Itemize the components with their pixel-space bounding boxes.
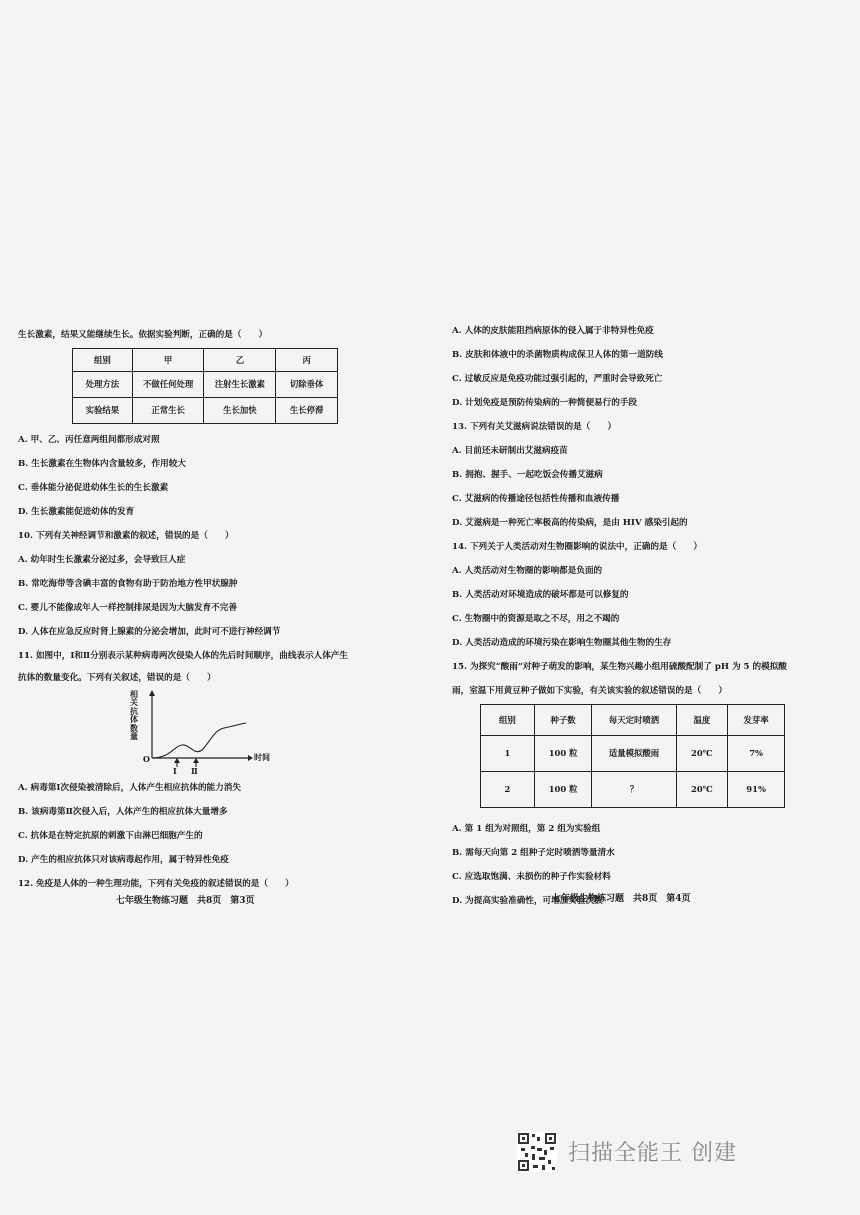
table-cell: 1 <box>481 736 535 772</box>
table-cell: 乙 <box>204 349 276 372</box>
graph-origin: O <box>143 754 150 764</box>
q15-option-b: B. 需每天向第 2 组种子定时喷洒等量清水 <box>452 848 615 858</box>
q12-stem: 12. 免疫是人体的一种生理功能，下列有关免疫的叙述错误的是（ ） <box>18 879 294 889</box>
table-cell: 甲 <box>132 349 204 372</box>
q9-option-c: C. 垂体能分泌促进幼体生长的生长激素 <box>18 483 169 493</box>
q15-table <box>480 704 785 808</box>
table-cell: 丙 <box>276 349 338 372</box>
table-cell: 注射生长激素 <box>204 372 276 398</box>
table-cell: 91% <box>728 772 785 808</box>
q10-option-d: D. 人体在应急反应时肾上腺素的分泌会增加，此时可不进行神经调节 <box>18 627 281 637</box>
table-cell: 不做任何处理 <box>132 372 204 398</box>
graph-axes <box>130 690 270 774</box>
q9-stem-continuation: 生长激素，结果又能继续生长。依据实验判断，正确的是（ ） <box>18 330 268 340</box>
q10-stem: 10. 下列有关神经调节和激素的叙述，错误的是（ ） <box>18 531 234 541</box>
q14-stem: 14. 下列关于人类活动对生物圈影响的说法中，正确的是（ ） <box>452 542 702 552</box>
scanner-watermark: 扫描全能王 创建 <box>568 1141 737 1166</box>
q13-option-a: A. 目前还未研制出艾滋病疫苗 <box>452 446 568 456</box>
table-cell: 生长加快 <box>204 398 276 424</box>
q10-option-b: B. 常吃海带等含碘丰富的食物有助于防治地方性甲状腺肿 <box>18 579 238 589</box>
q15-stem-line2: 雨，室温下用黄豆种子做如下实验，有关该实验的叙述错误的是（ ） <box>452 686 728 696</box>
graph-mark-2: Ⅱ <box>191 766 198 776</box>
q13-stem: 13. 下列有关艾滋病说法错误的是（ ） <box>452 422 617 432</box>
q9-option-b: B. 生长激素在生物体内含量较多，作用较大 <box>18 459 186 469</box>
q15-option-c: C. 应选取饱满、未损伤的种子作实验材料 <box>452 872 611 882</box>
q11-option-b: B. 该病毒第Ⅱ次侵入后，人体产生的相应抗体大量增多 <box>18 807 228 817</box>
antibody-curve <box>152 723 246 758</box>
table-cell: 切除垂体 <box>276 372 338 398</box>
q11-option-a: A. 病毒第Ⅰ次侵染被清除后，人体产生相应抗体的能力消失 <box>18 783 241 793</box>
graph-mark-1: Ⅰ <box>173 766 177 776</box>
table-header-cell: 组别 <box>481 705 535 736</box>
table-cell: 20℃ <box>676 772 728 808</box>
table-cell: 生长停滞 <box>276 398 338 424</box>
table-header-cell: 温度 <box>676 705 728 736</box>
page-4-footer: 七年级生物练习题 共8页 第4页 <box>552 894 691 904</box>
q15-option-d: D. 为提高实验准确性，可增加实验次数 <box>452 896 603 906</box>
table-cell: 处理方法 <box>73 372 133 398</box>
q12-option-b: B. 皮肤和体液中的杀菌物质构成保卫人体的第一道防线 <box>452 350 663 360</box>
q13-option-b: B. 拥抱、握手、一起吃饭会传播艾滋病 <box>452 470 603 480</box>
y-label-char: 抗 <box>130 705 138 716</box>
q10-option-a: A. 幼年时生长激素分泌过多，会导致巨人症 <box>18 555 186 565</box>
table-cell: 2 <box>481 772 535 808</box>
q12-option-c: C. 过敏反应是免疫功能过强引起的，严重时会导致死亡 <box>452 374 663 384</box>
q15-option-a: A. 第 1 组为对照组，第 2 组为实验组 <box>452 824 601 834</box>
q9-table <box>72 348 338 424</box>
table-cell: 组别 <box>73 349 133 372</box>
q14-option-c: C. 生物圈中的资源是取之不尽，用之不竭的 <box>452 614 620 624</box>
table-header-cell: 种子数 <box>534 705 592 736</box>
table-header-cell: 每天定时喷洒 <box>592 705 676 736</box>
q14-option-b: B. 人类活动对环境造成的破坏都是可以修复的 <box>452 590 629 600</box>
q15-stem-line1: 15. 为探究“酸雨”对种子萌发的影响，某生物兴趣小组用硫酸配制了 pH 为 5 的模拟酸 <box>452 662 787 672</box>
antibody-graph <box>130 690 270 774</box>
y-label-char: 数 <box>130 722 138 733</box>
table-cell: 正常生长 <box>132 398 204 424</box>
q11-stem-line1: 11. 如图中，Ⅰ和Ⅱ分别表示某种病毒两次侵染人体的先后时间顺序，曲线表示人体产生 <box>18 651 348 661</box>
q12-option-a: A. 人体的皮肤能阻挡病原体的侵入属于非特异性免疫 <box>452 326 654 336</box>
table-header-cell: 发芽率 <box>728 705 785 736</box>
table-cell: ？ <box>592 772 676 808</box>
q13-option-c: C. 艾滋病的传播途径包括性传播和血液传播 <box>452 494 620 504</box>
q10-option-c: C. 婴儿不能像成年人一样控制排尿是因为大脑发育不完善 <box>18 603 237 613</box>
table-cell: 100 粒 <box>534 772 592 808</box>
q11-stem-line2: 抗体的数量变化。下列有关叙述，错误的是（ ） <box>18 673 216 683</box>
q14-option-d: D. 人类活动造成的环境污染在影响生物圈其他生物的生存 <box>452 638 672 648</box>
table-cell: 100 粒 <box>534 736 592 772</box>
y-label-char: 量 <box>130 731 138 742</box>
y-label-char: 关 <box>130 697 138 708</box>
y-label-char: 体 <box>130 714 138 725</box>
q9-option-d: D. 生长激素能促进幼体的发育 <box>18 507 135 517</box>
q13-option-d: D. 艾滋病是一种死亡率极高的传染病，是由 HIV 感染引起的 <box>452 518 688 528</box>
y-label-char: 相 <box>130 689 138 699</box>
table-cell: 20℃ <box>676 736 728 772</box>
graph-x-label: 时间 <box>254 752 270 762</box>
table-cell: 7% <box>728 736 785 772</box>
q11-option-c: C. 抗体是在特定抗原的刺激下由淋巴细胞产生的 <box>18 831 203 841</box>
table-cell: 实验结果 <box>73 398 133 424</box>
q11-option-d: D. 产生的相应抗体只对该病毒起作用，属于特异性免疫 <box>18 855 229 865</box>
table-cell: 适量模拟酸雨 <box>592 736 676 772</box>
q14-option-a: A. 人类活动对生物圈的影响都是负面的 <box>452 566 603 576</box>
q12-option-d: D. 计划免疫是预防传染病的一种简便易行的手段 <box>452 398 638 408</box>
q9-option-a: A. 甲、乙、丙任意两组间都形成对照 <box>18 435 160 445</box>
page-3-footer: 七年级生物练习题 共8页 第3页 <box>116 896 255 906</box>
qr-code-icon <box>517 1132 557 1172</box>
